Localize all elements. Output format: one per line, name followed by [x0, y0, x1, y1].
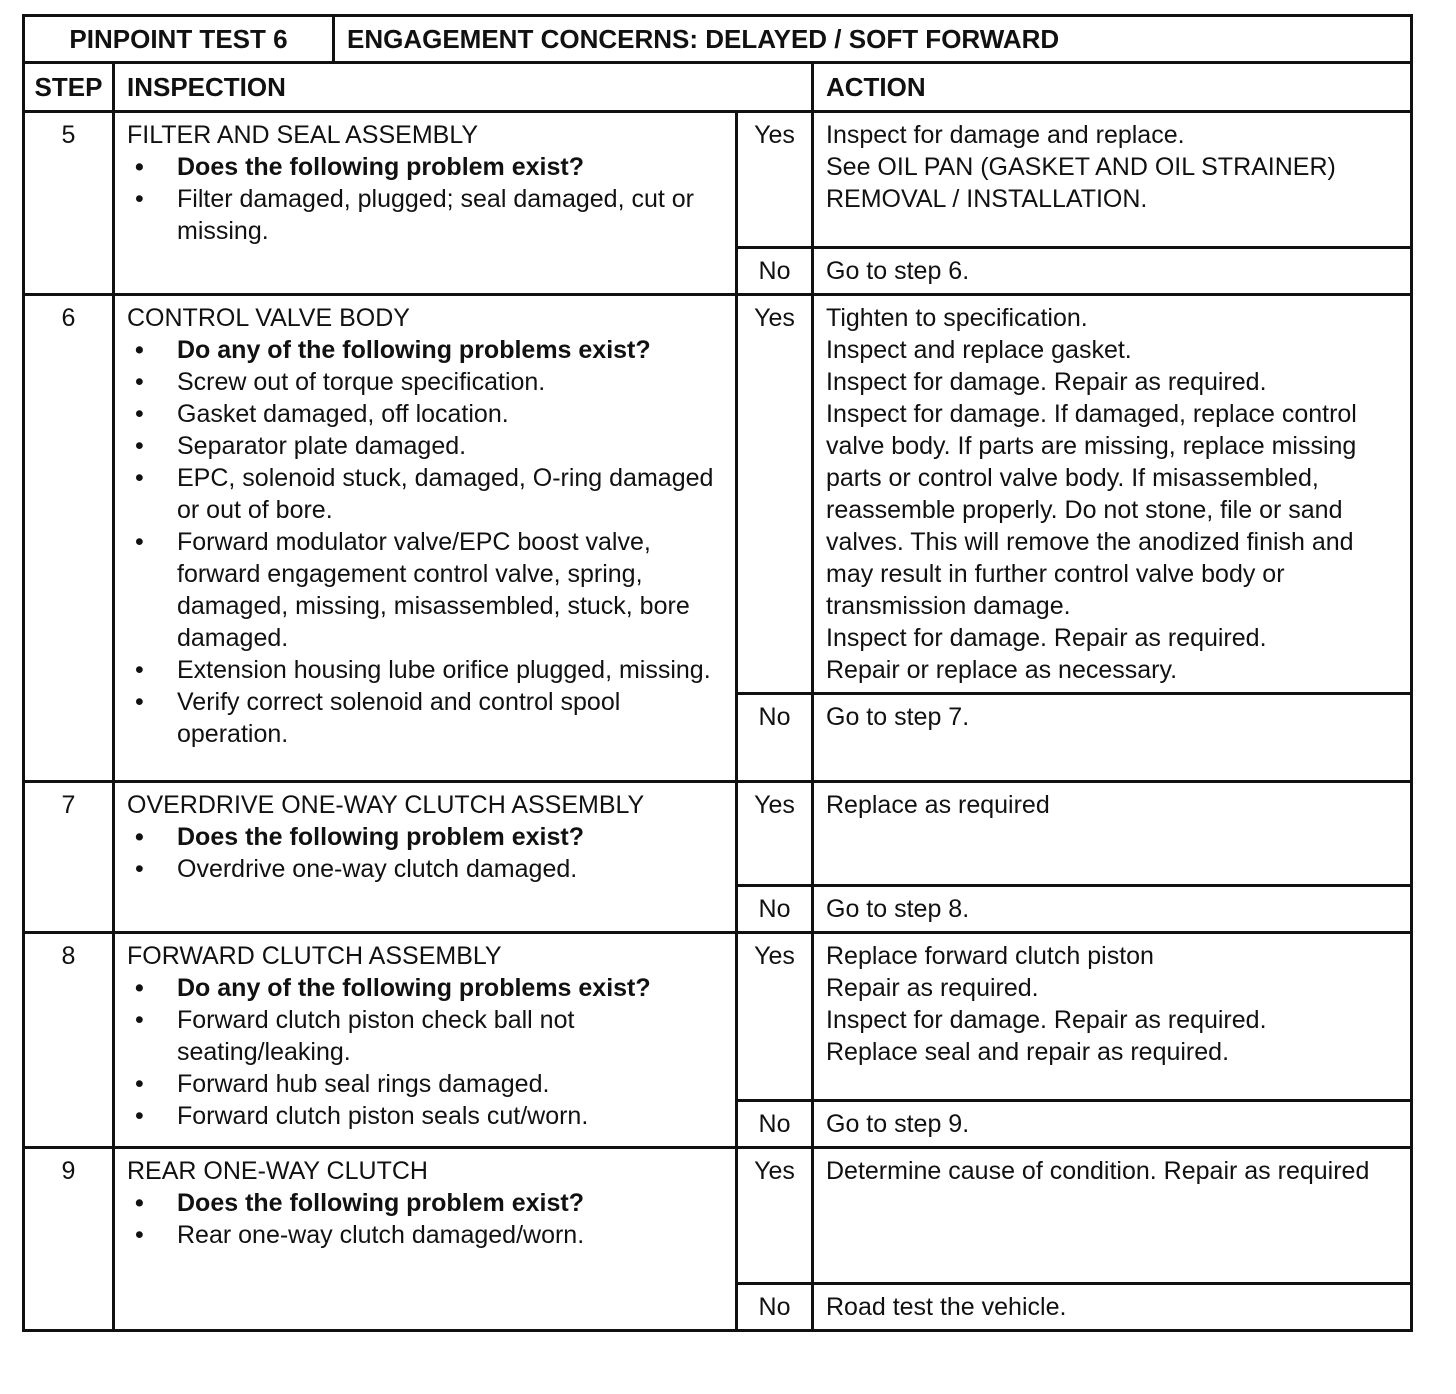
yes-action-line: Repair or replace as necessary. — [826, 656, 1178, 684]
no-label: No — [737, 886, 813, 933]
yes-action-line: Inspect and replace gasket. — [826, 336, 1132, 364]
inspection-title: OVERDRIVE ONE-WAY CLUTCH ASSEMBLY — [127, 791, 645, 819]
inspection-cell — [114, 295, 737, 782]
inspection-item: • Gasket damaged, off location. — [127, 398, 725, 430]
yes-action-line: Repair as required. — [826, 974, 1039, 1002]
inspection-item: • EPC, solenoid stuck, damaged, O-ring damaged or out of bore. — [127, 462, 725, 526]
step-6-yes-row — [24, 295, 1412, 694]
inspection-column-header: INSPECTION — [114, 63, 813, 112]
yes-label: Yes — [737, 782, 813, 886]
no-action: Go to step 7. — [813, 694, 1412, 782]
column-header-row — [24, 63, 1412, 112]
yes-label: Yes — [737, 933, 813, 1101]
yes-action-line: See OIL PAN (GASKET AND OIL STRAINER) REMOVAL / INSTALLATION. — [826, 153, 1336, 213]
yes-action-cell — [813, 112, 1412, 248]
yes-action-line: Replace forward clutch piston — [826, 942, 1154, 970]
inspection-list — [127, 151, 725, 247]
inspection-item: • Filter damaged, plugged; seal damaged, cut or missing. — [127, 183, 725, 247]
yes-action-line: Inspect for damage. Repair as required. — [826, 624, 1267, 652]
step-7-yes-row — [24, 782, 1412, 886]
inspection-title: FORWARD CLUTCH ASSEMBLY — [127, 942, 502, 970]
inspection-list — [127, 1187, 725, 1251]
yes-action-line: Inspect for damage. Repair as required. — [826, 1006, 1267, 1034]
step-number: 9 — [24, 1148, 114, 1331]
action-column-header: ACTION — [813, 63, 1412, 112]
step-number: 5 — [24, 112, 114, 295]
pinpoint-test-document — [22, 14, 1410, 1332]
yes-label: Yes — [737, 295, 813, 694]
no-label: No — [737, 694, 813, 782]
step-number: 8 — [24, 933, 114, 1148]
inspection-question: • Do any of the following problems exist? — [127, 334, 725, 366]
yes-action-cell — [813, 933, 1412, 1101]
inspection-question: • Does the following problem exist? — [127, 151, 725, 183]
step-8-yes-row — [24, 933, 1412, 1101]
inspection-question: • Does the following problem exist? — [127, 821, 725, 853]
inspection-item: • Separator plate damaged. — [127, 430, 725, 462]
no-label: No — [737, 1101, 813, 1148]
no-action: Go to step 8. — [813, 886, 1412, 933]
yes-action-line: Inspect for damage. Repair as required. — [826, 368, 1267, 396]
yes-label: Yes — [737, 112, 813, 248]
step-number: 6 — [24, 295, 114, 782]
inspection-item: • Verify correct solenoid and control spool operation. — [127, 686, 725, 750]
yes-action-cell — [813, 1148, 1412, 1284]
inspection-title: FILTER AND SEAL ASSEMBLY — [127, 121, 479, 149]
yes-action-line: Replace seal and repair as required. — [826, 1038, 1230, 1066]
no-action: Go to step 6. — [813, 248, 1412, 295]
inspection-item: • Forward clutch piston seals cut/worn. — [127, 1100, 725, 1132]
inspection-cell — [114, 933, 737, 1148]
no-action: Road test the vehicle. — [813, 1284, 1412, 1331]
inspection-list — [127, 972, 725, 1132]
yes-action-cell — [813, 782, 1412, 886]
inspection-item: • Forward clutch piston check ball not seating/leaking. — [127, 1004, 725, 1068]
yes-action-line: Tighten to specification. — [826, 304, 1088, 332]
inspection-item: • Screw out of torque specification. — [127, 366, 725, 398]
step-5-yes-row — [24, 112, 1412, 248]
inspection-item: • Extension housing lube orifice plugged, missing. — [127, 654, 725, 686]
inspection-list — [127, 821, 725, 885]
no-label: No — [737, 248, 813, 295]
yes-action-line: Replace as required — [826, 791, 1050, 819]
step-column-header: STEP — [24, 63, 114, 112]
concern-label: ENGAGEMENT CONCERNS: DELAYED / SOFT FORWARD — [334, 16, 1412, 63]
inspection-cell — [114, 112, 737, 295]
yes-label: Yes — [737, 1148, 813, 1284]
inspection-cell — [114, 1148, 737, 1331]
pinpoint-test-table — [22, 14, 1413, 1332]
inspection-item: • Forward hub seal rings damaged. — [127, 1068, 725, 1100]
inspection-cell — [114, 782, 737, 933]
title-row — [24, 16, 1412, 63]
inspection-item: • Rear one-way clutch damaged/worn. — [127, 1219, 725, 1251]
inspection-title: CONTROL VALVE BODY — [127, 304, 410, 332]
step-number: 7 — [24, 782, 114, 933]
inspection-title: REAR ONE-WAY CLUTCH — [127, 1157, 428, 1185]
yes-action-line: Inspect for damage. If damaged, replace control valve body. If parts are missing, replace missing parts or control valve body. If misassembled, reassemble properly. Do not stone, file or sand valves. This will remove the anodized finish and may result in further control valve body or transmission damage. — [826, 400, 1357, 620]
no-label: No — [737, 1284, 813, 1331]
inspection-item: • Forward modulator valve/EPC boost valve, forward engagement control valve, spring, damaged, missing, misassembled, stuck, bore damaged. — [127, 526, 725, 654]
inspection-question: • Does the following problem exist? — [127, 1187, 725, 1219]
inspection-list — [127, 334, 725, 750]
no-action: Go to step 9. — [813, 1101, 1412, 1148]
yes-action-line: Inspect for damage and replace. — [826, 121, 1185, 149]
inspection-item: • Overdrive one-way clutch damaged. — [127, 853, 725, 885]
inspection-question: • Do any of the following problems exist? — [127, 972, 725, 1004]
step-9-yes-row — [24, 1148, 1412, 1284]
yes-action-line: Determine cause of condition. Repair as required — [826, 1157, 1370, 1185]
yes-action-cell — [813, 295, 1412, 694]
test-label: PINPOINT TEST 6 — [24, 16, 334, 63]
